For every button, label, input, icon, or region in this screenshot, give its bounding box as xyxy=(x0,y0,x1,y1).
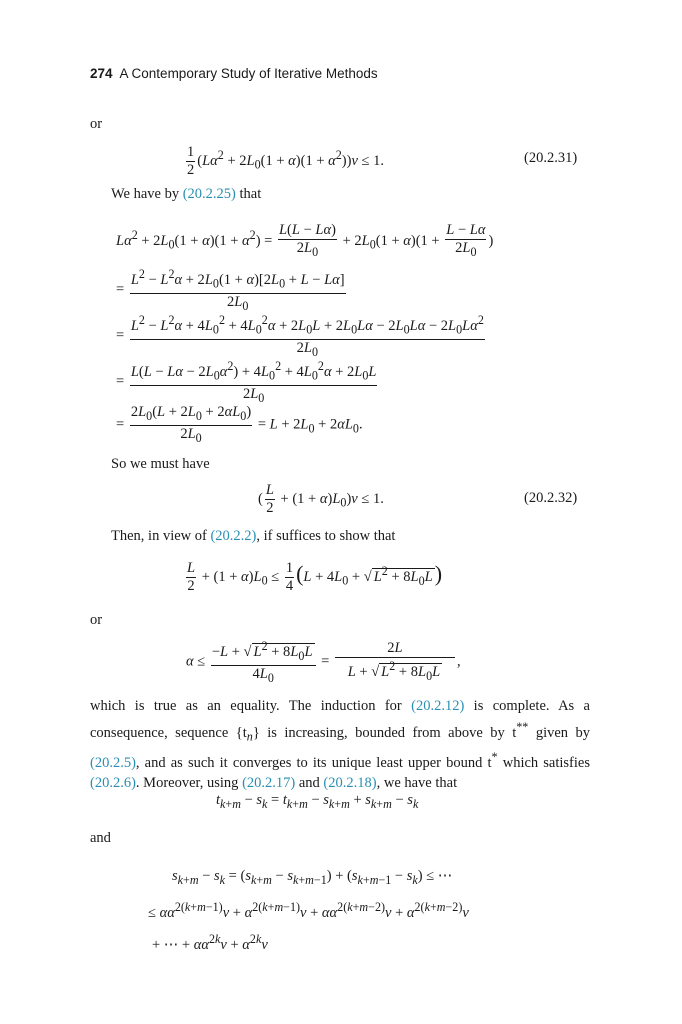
word-and: and xyxy=(90,830,111,846)
derivation-line-1: $L\alpha^2 + 2L_0(1 + \alpha)(1 + \alpha^2)$ = $\frac{L(L - L\alpha)}{2L_0}$ + $2L_0(1 + \alpha)(1$ + $\frac{L - L\alpha}{2L_0}$ ) xyxy=(116,222,494,259)
running-header xyxy=(90,66,378,81)
equation-difference: $t_{k+m} - s_k = t_{k+m} - s_{k+m} + s_{k+m} - s_k$ xyxy=(216,792,419,811)
derivation-line-2: = $\frac{L^2 - L^2\alpha + 2L_0(1 + \alpha)[2L_0 + L - L\alpha]}{2L_0}$ xyxy=(116,267,345,313)
derivation-line-3: = $\frac{L^2 - L^2\alpha + 4L_0^2 + 4L_0^2\alpha + 2L_0L + 2L_0L\alpha - 2L_0L\alpha - 2L_0L\alpha^2}{2L_0}$ xyxy=(116,313,484,359)
chain-line-2: ≤ $\alpha\alpha^{2(k+m-1)}v + \alpha^{2(k+m-1)}v + \alpha\alpha^{2(k+m-2)}v + \alpha^{2(k+m-2)}v$ xyxy=(148,900,469,921)
ref-20-2-2[interactable]: (20.2.2) xyxy=(210,528,257,544)
derivation-line-4: = $\frac{L(L - L\alpha - 2L_0\alpha^2) + 4L_0^2 + 4L_0^2\alpha + 2L_0L}{2L_0}$ xyxy=(116,359,377,405)
sentence-we-have: We have by (20.2.25) that xyxy=(111,186,262,202)
page-number: 274 xyxy=(90,66,113,81)
word-or-2: or xyxy=(90,612,103,628)
inequality-sufficient: $\frac{L}{2}$ + $(1 + \alpha)L_0$ ≤ $\frac{1}{4}$ ($L + 4L_0$ + √ $L^2 + 8L_0L$) xyxy=(187,560,443,594)
equation-20-2-32: ( $\frac{L}{2}$ + $(1 + \alpha)L_0)v \le 1$. xyxy=(258,482,384,516)
equation-20-2-31: $\frac{1}{2}$ $(L\alpha^2 + 2L_0(1 + \alpha)(1 + \alpha^2))v \le 1$. xyxy=(187,144,384,178)
paragraph-induction: which is true as an equality. The induction for (20.2.12) is complete. As a consequence, sequence $\{t_n\}$ is increasing, bounded from above by t** given by (20.2.5), and as such it converges to its unique least upper bound t* which satisfies (20.2.6). Moreover, using (20.2.17) and (20.2.18), we have that xyxy=(90,698,591,792)
chain-line-3: + ⋯ + $\alpha\alpha^{2k}v + \alpha^{2k}v$ xyxy=(152,932,268,953)
running-title: A Contemporary Study of Iterative Methods xyxy=(119,66,378,81)
equation-number-32: (20.2.32) xyxy=(524,490,578,506)
ref-20-2-18[interactable]: (20.2.18) xyxy=(323,775,377,792)
chain-line-1: $s_{k+m} - s_k = (s_{k+m} - s_{k+m-1}) + (s_{k+m-1} - s_k)$ ≤ ⋯ xyxy=(172,868,453,887)
ref-20-2-17[interactable]: (20.2.17) xyxy=(242,775,296,792)
sentence-then: Then, in view of (20.2.2), if suffices to show that xyxy=(111,528,396,544)
sentence-so-must: So we must have xyxy=(111,456,210,472)
equation-number-31: (20.2.31) xyxy=(524,150,578,166)
alpha-bound: α ≤ $\frac{-L + √ L^2 + 8L_0L}{4L_0}$ = $\frac{2L}{L + √ L^2 + 8L_0L}$ , xyxy=(186,639,461,685)
ref-20-2-6[interactable]: (20.2.6) xyxy=(90,775,136,792)
ref-20-2-25[interactable]: (20.2.25) xyxy=(182,186,236,202)
ref-20-2-5[interactable]: (20.2.5) xyxy=(90,754,136,771)
word-or-1: or xyxy=(90,116,103,132)
derivation-line-5: = $\frac{2L_0(L + 2L_0 + 2\alpha L_0)}{2L_0}$ = $L + 2L_0 + 2\alpha L_0$. xyxy=(116,404,363,445)
ref-20-2-12[interactable]: (20.2.12) xyxy=(411,698,465,714)
